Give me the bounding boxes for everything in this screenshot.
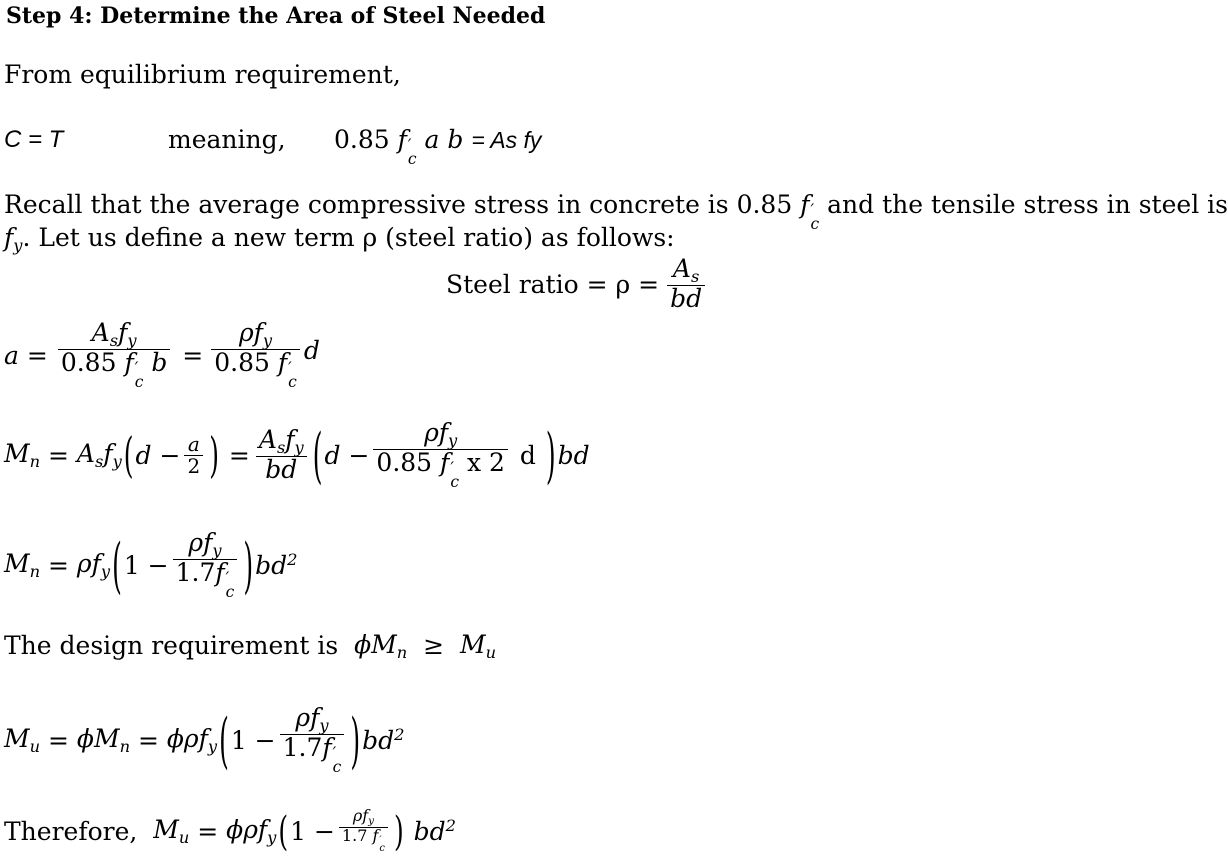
coefficient: 0.85 [334,125,390,154]
intro-text: From equilibrium requirement, [4,60,401,89]
nominal-moment-equation-2: $M_n$ = $\rho f_y$ ( 1 − $\rho f_y$ 1.7f ′ c ) $bd^2$ [4,528,298,602]
design-requirement-line: The design requirement is $\phi M_n$ ≥ $M_u$ [4,630,497,662]
recall-text-b: and the tensile stress in steel is [827,190,1228,219]
meaning-label: meaning, [168,125,286,154]
nominal-moment-equation-1: $M_n$ = $A_sf_y$ ( d − $\frac{a}{2}$ ) = $\frac{A_sf_y}{bd}$ ( d − $\rho f_y$ 0.85 f ′ c x 2 d ) bd [4,418,590,492]
ultimate-moment-equation: $M_u$ = $\phi M_n$ = ϕρf$_y$ ( 1 − $\rho f_y$ 1.7f ′ c ) $bd^2$ [4,703,405,777]
therefore-equation: Therefore, $M_u$ = ϕρf$_y$ ( 1 − $\rho f_y$ 1.7 f ′ c ) $bd^2$ [4,806,457,855]
tension-term: = As fy [471,127,542,153]
page-heading: Step 4: Determine the Area of Steel Needed [6,3,546,29]
recall-text-c: . Let us define a new term ρ (steel ratio) as follows: [22,223,675,252]
steel-ratio-label: Steel ratio = ρ = [446,269,660,299]
recall-line-2: $f_y$. Let us define a new term ρ (steel ratio) as follows: [4,223,675,255]
recall-text-a: Recall that the average compressive stress in concrete is 0.85 [4,190,793,219]
design-requirement-text: The design requirement is [4,631,339,661]
steel-ratio-equation: Steel ratio = ρ = $\frac{A_s}{bd}$ [446,256,709,312]
depth-a-equation: a = $A_sf_y$ 0.85 f ′ c b = $\rho f_y$ 0.85 f ′ c d [4,318,320,392]
equilibrium-line [4,125,63,154]
therefore-text: Therefore, [4,816,138,846]
compression-tension-equation: 0.85 f ′ c a b = As fy [334,125,542,169]
recall-line-1: Recall that the average compressive stress in concrete is 0.85 f ′ c and the tensile stress in steel is [4,190,1228,234]
ct-equation: C = T [4,126,64,153]
